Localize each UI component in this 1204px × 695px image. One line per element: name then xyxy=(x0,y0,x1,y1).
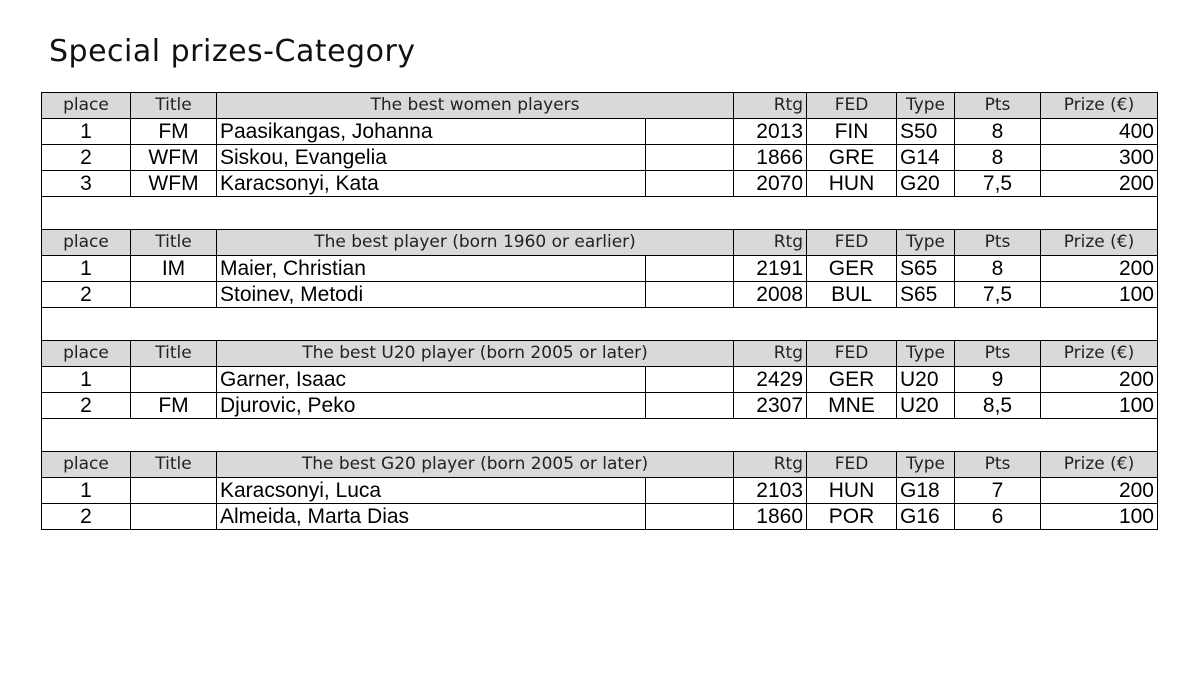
cell-prize: 100 xyxy=(1041,504,1158,530)
cell-player-name: Karacsonyi, Kata xyxy=(217,171,646,197)
header-pts: Pts xyxy=(955,341,1041,367)
cell-type: S65 xyxy=(897,282,955,308)
cell-rtg: 2429 xyxy=(734,367,807,393)
cell-title xyxy=(131,478,217,504)
cell-rtg: 2070 xyxy=(734,171,807,197)
section-heading: The best women players xyxy=(217,93,734,119)
header-prize: Prize (€) xyxy=(1041,341,1158,367)
cell-pts: 6 xyxy=(955,504,1041,530)
section-spacer-row xyxy=(42,308,1158,341)
header-prize: Prize (€) xyxy=(1041,230,1158,256)
header-fed: FED xyxy=(807,93,897,119)
table-row xyxy=(42,504,1158,530)
header-fed: FED xyxy=(807,230,897,256)
spacer-cell xyxy=(42,419,1158,452)
cell-prize: 200 xyxy=(1041,478,1158,504)
cell-empty xyxy=(646,119,734,145)
header-fed: FED xyxy=(807,452,897,478)
section-header-row xyxy=(42,93,1158,119)
section-spacer-row xyxy=(42,419,1158,452)
cell-empty xyxy=(646,393,734,419)
cell-place: 2 xyxy=(42,393,131,419)
header-fed: FED xyxy=(807,341,897,367)
cell-fed: HUN xyxy=(807,478,897,504)
section-header-row xyxy=(42,452,1158,478)
header-prize: Prize (€) xyxy=(1041,93,1158,119)
cell-place: 3 xyxy=(42,171,131,197)
cell-type: G14 xyxy=(897,145,955,171)
cell-pts: 8 xyxy=(955,119,1041,145)
header-pts: Pts xyxy=(955,93,1041,119)
table-row xyxy=(42,393,1158,419)
cell-prize: 300 xyxy=(1041,145,1158,171)
cell-place: 2 xyxy=(42,282,131,308)
header-place: place xyxy=(42,341,131,367)
cell-player-name: Almeida, Marta Dias xyxy=(217,504,646,530)
header-type: Type xyxy=(897,230,955,256)
cell-empty xyxy=(646,504,734,530)
cell-title xyxy=(131,282,217,308)
section-header-row xyxy=(42,230,1158,256)
header-rtg: Rtg xyxy=(734,452,807,478)
cell-rtg: 1866 xyxy=(734,145,807,171)
spacer-cell xyxy=(42,308,1158,341)
header-title: Title xyxy=(131,230,217,256)
table-row xyxy=(42,282,1158,308)
cell-player-name: Maier, Christian xyxy=(217,256,646,282)
cell-fed: GER xyxy=(807,256,897,282)
cell-pts: 8 xyxy=(955,256,1041,282)
cell-title: FM xyxy=(131,393,217,419)
cell-title: FM xyxy=(131,119,217,145)
header-rtg: Rtg xyxy=(734,230,807,256)
header-type: Type xyxy=(897,452,955,478)
cell-pts: 9 xyxy=(955,367,1041,393)
cell-empty xyxy=(646,478,734,504)
cell-place: 1 xyxy=(42,256,131,282)
cell-place: 2 xyxy=(42,504,131,530)
cell-prize: 200 xyxy=(1041,256,1158,282)
cell-type: S50 xyxy=(897,119,955,145)
section-heading: The best G20 player (born 2005 or later) xyxy=(217,452,734,478)
cell-fed: BUL xyxy=(807,282,897,308)
cell-title xyxy=(131,504,217,530)
cell-place: 1 xyxy=(42,119,131,145)
cell-fed: GER xyxy=(807,367,897,393)
header-title: Title xyxy=(131,341,217,367)
table-row xyxy=(42,367,1158,393)
cell-type: G18 xyxy=(897,478,955,504)
header-prize: Prize (€) xyxy=(1041,452,1158,478)
cell-rtg: 1860 xyxy=(734,504,807,530)
header-rtg: Rtg xyxy=(734,341,807,367)
cell-title: WFM xyxy=(131,171,217,197)
cell-pts: 7 xyxy=(955,478,1041,504)
cell-pts: 8 xyxy=(955,145,1041,171)
table-row xyxy=(42,256,1158,282)
cell-type: G20 xyxy=(897,171,955,197)
cell-pts: 8,5 xyxy=(955,393,1041,419)
cell-pts: 7,5 xyxy=(955,171,1041,197)
cell-place: 1 xyxy=(42,478,131,504)
header-pts: Pts xyxy=(955,230,1041,256)
cell-prize: 200 xyxy=(1041,171,1158,197)
cell-empty xyxy=(646,145,734,171)
cell-empty xyxy=(646,282,734,308)
cell-title: IM xyxy=(131,256,217,282)
cell-player-name: Garner, Isaac xyxy=(217,367,646,393)
cell-place: 2 xyxy=(42,145,131,171)
cell-player-name: Stoinev, Metodi xyxy=(217,282,646,308)
prize-table xyxy=(41,92,1158,530)
cell-type: U20 xyxy=(897,367,955,393)
cell-player-name: Paasikangas, Johanna xyxy=(217,119,646,145)
cell-player-name: Karacsonyi, Luca xyxy=(217,478,646,504)
cell-fed: GRE xyxy=(807,145,897,171)
cell-prize: 100 xyxy=(1041,282,1158,308)
cell-rtg: 2307 xyxy=(734,393,807,419)
spacer-cell xyxy=(42,197,1158,230)
cell-type: G16 xyxy=(897,504,955,530)
cell-rtg: 2103 xyxy=(734,478,807,504)
cell-rtg: 2191 xyxy=(734,256,807,282)
header-type: Type xyxy=(897,93,955,119)
header-place: place xyxy=(42,230,131,256)
header-title: Title xyxy=(131,452,217,478)
section-header-row xyxy=(42,341,1158,367)
header-place: place xyxy=(42,452,131,478)
section-heading: The best player (born 1960 or earlier) xyxy=(217,230,734,256)
cell-player-name: Siskou, Evangelia xyxy=(217,145,646,171)
cell-type: U20 xyxy=(897,393,955,419)
cell-prize: 200 xyxy=(1041,367,1158,393)
section-spacer-row xyxy=(42,197,1158,230)
table-row xyxy=(42,171,1158,197)
header-title: Title xyxy=(131,93,217,119)
cell-title: WFM xyxy=(131,145,217,171)
cell-rtg: 2008 xyxy=(734,282,807,308)
header-rtg: Rtg xyxy=(734,93,807,119)
cell-fed: HUN xyxy=(807,171,897,197)
header-type: Type xyxy=(897,341,955,367)
cell-pts: 7,5 xyxy=(955,282,1041,308)
cell-empty xyxy=(646,367,734,393)
page-title: Special prizes-Category xyxy=(49,34,416,69)
header-place: place xyxy=(42,93,131,119)
cell-type: S65 xyxy=(897,256,955,282)
cell-prize: 100 xyxy=(1041,393,1158,419)
cell-empty xyxy=(646,256,734,282)
cell-place: 1 xyxy=(42,367,131,393)
table-row xyxy=(42,119,1158,145)
cell-empty xyxy=(646,171,734,197)
table-row xyxy=(42,145,1158,171)
table-body xyxy=(42,93,1158,530)
cell-rtg: 2013 xyxy=(734,119,807,145)
cell-player-name: Djurovic, Peko xyxy=(217,393,646,419)
cell-prize: 400 xyxy=(1041,119,1158,145)
cell-title xyxy=(131,367,217,393)
section-heading: The best U20 player (born 2005 or later) xyxy=(217,341,734,367)
table-row xyxy=(42,478,1158,504)
header-pts: Pts xyxy=(955,452,1041,478)
cell-fed: MNE xyxy=(807,393,897,419)
cell-fed: FIN xyxy=(807,119,897,145)
cell-fed: POR xyxy=(807,504,897,530)
